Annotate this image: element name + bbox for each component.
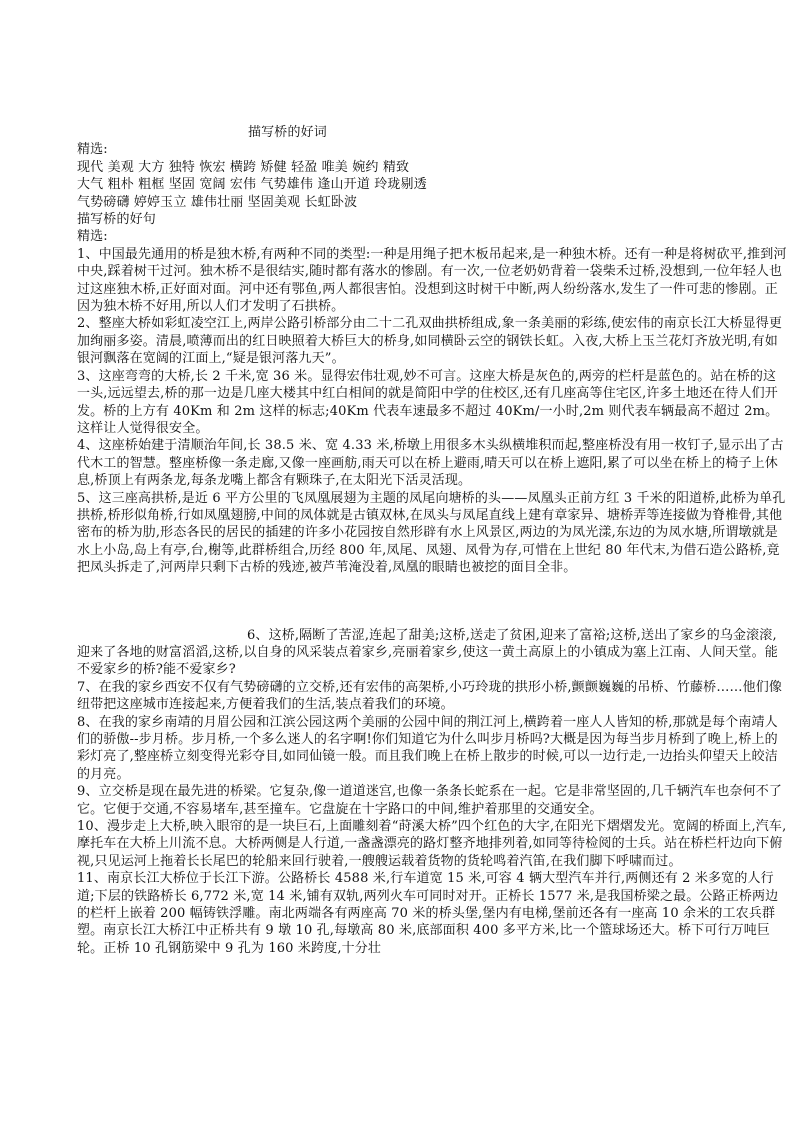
sentences-heading: 描写桥的好句 xyxy=(77,212,156,228)
sentences-label: 精选: xyxy=(77,229,108,245)
page-gap xyxy=(77,577,789,627)
page-title: 描写桥的好词 xyxy=(248,125,327,140)
paragraph-2: 2、整座大桥如彩虹凌空江上,两岸公路引桥部分由二十二孔双曲拱桥组成,象一条美丽的彩练,使宏伟的南京长江大桥显得更加绚丽多姿。清晨,喷薄而出的红日映照着大桥巨大的桥身,如同横卧云空的钢铁长虹。入夜,大桥上玉兰花灯齐放光明,有如银河飘落在宽阔的江面上,“疑是银河落九天”。 xyxy=(77,316,783,367)
paragraph-4: 4、这座桥始建于清顺治年间,长 38.5 米、宽 4.33 米,桥墩上用很多木头纵横堆积而起,整座桥没有用一枚钉子,显示出了古代木工的智慧。整座桥像一条走廊,又像一座画舫,雨天可以在桥上避雨,晴天可以在桥上遮阳,累了可以坐在桥上的椅子上休息,桥顶上有两条龙,每条龙嘴上都含有颗珠子,在太阳光下活灵活现。 xyxy=(77,438,784,489)
words-label: 精选: xyxy=(77,142,108,158)
paragraph-5: 5、这三座高拱桥,是近 6 平方公里的飞凤凰展翅为主题的凤尾向塘桥的头——凤凰头正前方红 3 千米的阳道桥,此桥为单孔拱桥,桥形似角桥,行如凤凰翅膀,中间的凤体就是古镇双林,在凤头与凤尾直线上建有章家异、塘桥弄等连接做为脊椎骨,其他密布的桥为肋,形态各民的居民的插建的许多小花园按自然形辟有水上风景区,两边的为凤光漾,东边的为凤水塘,所谓墩就是水上小岛,岛上有亭,台,榭等,此群桥组合,历经 800 年,凤尾、凤翅、凤骨为存,可惜在上世纪 80 年代末,为借石造公路桥,竟把凤头拆走了,河两岸只剩下古桥的残迹,被芦苇淹没着,凤凰的眼睛也被挖的面目全非。 xyxy=(77,490,786,576)
paragraph-3: 3、这座弯弯的大桥,长 2 千米,宽 36 米。显得宏伟壮观,妙不可言。这座大桥是灰色的,两旁的栏杆是蓝色的。站在桥的这一头,远远望去,桥的那一边是几座大楼其中红白相间的就是简阳中学的住校区,还有几座高等住宅区,许多土地还在待人们开发。桥的上方有 40Km 和 2m 这样的标志;40Km 代表车速最多不超过 40Km/一小时,2m 则代表车辆最高不超过 2m。这样让人觉得很安全。 xyxy=(77,368,779,436)
paragraph-6: 6、这桥,隔断了苦涩,连起了甜美;这桥,送走了贫困,迎来了富裕;这桥,送出了家乡的乌金滚滚,迎来了各地的财富滔滔,这桥,以自身的风采装点着家乡,亮丽着家乡,使这一黄土高原上的小镇成为塞上江南、人间天堂。能不爱家乡的桥?能不爱家乡? xyxy=(77,627,778,678)
word-line: 大气 粗朴 粗框 坚固 宽阔 宏伟 气势雄伟 逢山开道 玲珑剔透 xyxy=(77,177,427,193)
paragraph-10: 10、漫步走上大桥,映入眼帘的是一块巨石,上面雕刻着“莳溪大桥”四个红色的大字,在阳光下熠熠发光。宽阔的桥面上,汽车,摩托车在大桥上川流不息。大桥两侧是人行道,一盏盏漂亮的路灯整齐地排列着,如同等待检阅的士兵。站在桥栏杆边向下俯视,只见运河上拖着长长尾巴的轮船来回行驶着,一艘艘运载着货物的货轮鸣着汽笛,在我们脚下呼啸而过。 xyxy=(77,819,787,869)
paragraph-11: 11、南京长江大桥位于长江下游。公路桥长 4588 米,行车道宽 15 米,可容 4 辆大型汽车并行,两侧还有 2 米多宽的人行道;下层的铁路桥长 6,772 米,宽 14 米,铺有双轨,两列火车可同时对开。正桥长 1577 米,是我国桥梁之最。公路正桥两边的栏杆上嵌着 200 幅铸铁浮雕。南北两端各有两座高 70 米的桥头堡,堡内有电梯,堡前还各有一座高 10 余米的工农兵群塑。南京长江大桥江中正桥共有 9 墩 10 孔,每墩高 80 米,底部面积 400 多平方米,比一个篮球场还大。桥下可行万吨巨轮。正桥 10 孔钢筋梁中 9 孔为 160 米跨度,十分壮 xyxy=(77,871,779,956)
paragraph-9: 9、立交桥是现在最先进的桥梁。它复杂,像一道道迷宫,也像一条条长蛇系在一起。它是非常坚固的,几千辆汽车也奈何不了它。它便于交通,不容易堵车,甚至撞车。它盘旋在十字路口的中间,维护着那里的交通安全。 xyxy=(77,784,783,817)
word-line: 气势磅礴 婷婷玉立 雄伟壮丽 坚固美观 长虹卧波 xyxy=(77,194,358,210)
word-line: 现代 美观 大方 独特 恢宏 横跨 矫健 轻盈 唯美 婉约 精致 xyxy=(77,159,410,175)
paragraph-8: 8、在我的家乡南靖的月眉公园和江滨公园这两个美丽的公园中间的荆江河上,横跨着一座人人皆知的桥,那就是每个南靖人们的骄傲--步月桥。步月桥,一个多么迷人的名字啊!你们知道它为什么叫步月桥吗?大概是因为每当步月桥到了晚上,桥上的彩灯亮了,整座桥立刻变得光彩夺目,如同仙镜一般。而且我们晚上在桥上散步的时候,可以一边行走,一边抬头仰望天上皎洁的月亮。 xyxy=(77,714,778,782)
paragraph-1: 1、中国最先通用的桥是独木桥,有两种不同的类型:一种是用绳子把木板吊起来,是一种独木桥。还有一种是将树砍平,推到河中央,踩着树干过河。独木桥不是很结实,随时都有落水的惨剧。有一次,一位老奶奶背着一袋柴禾过桥,没想到,一位年轻人也过这座独木桥,正好面对面。河中还有鄂鱼,两人都很害怕。没想到这时树干中断,两人纷纷落水,发生了一件可悲的惨剧。正因为独木桥不好用,所以人们才发明了石拱桥。 xyxy=(77,246,787,315)
paragraph-7: 7、在我的家乡西安不仅有气势磅礴的立交桥,还有宏伟的高架桥,小巧玲珑的拱形小桥,颤颤巍巍的吊桥、竹藤桥……他们像纽带把这座城市连接起来,方便着我们的生活,装点着我们的环境。 xyxy=(77,679,783,713)
document-page xyxy=(77,124,789,957)
